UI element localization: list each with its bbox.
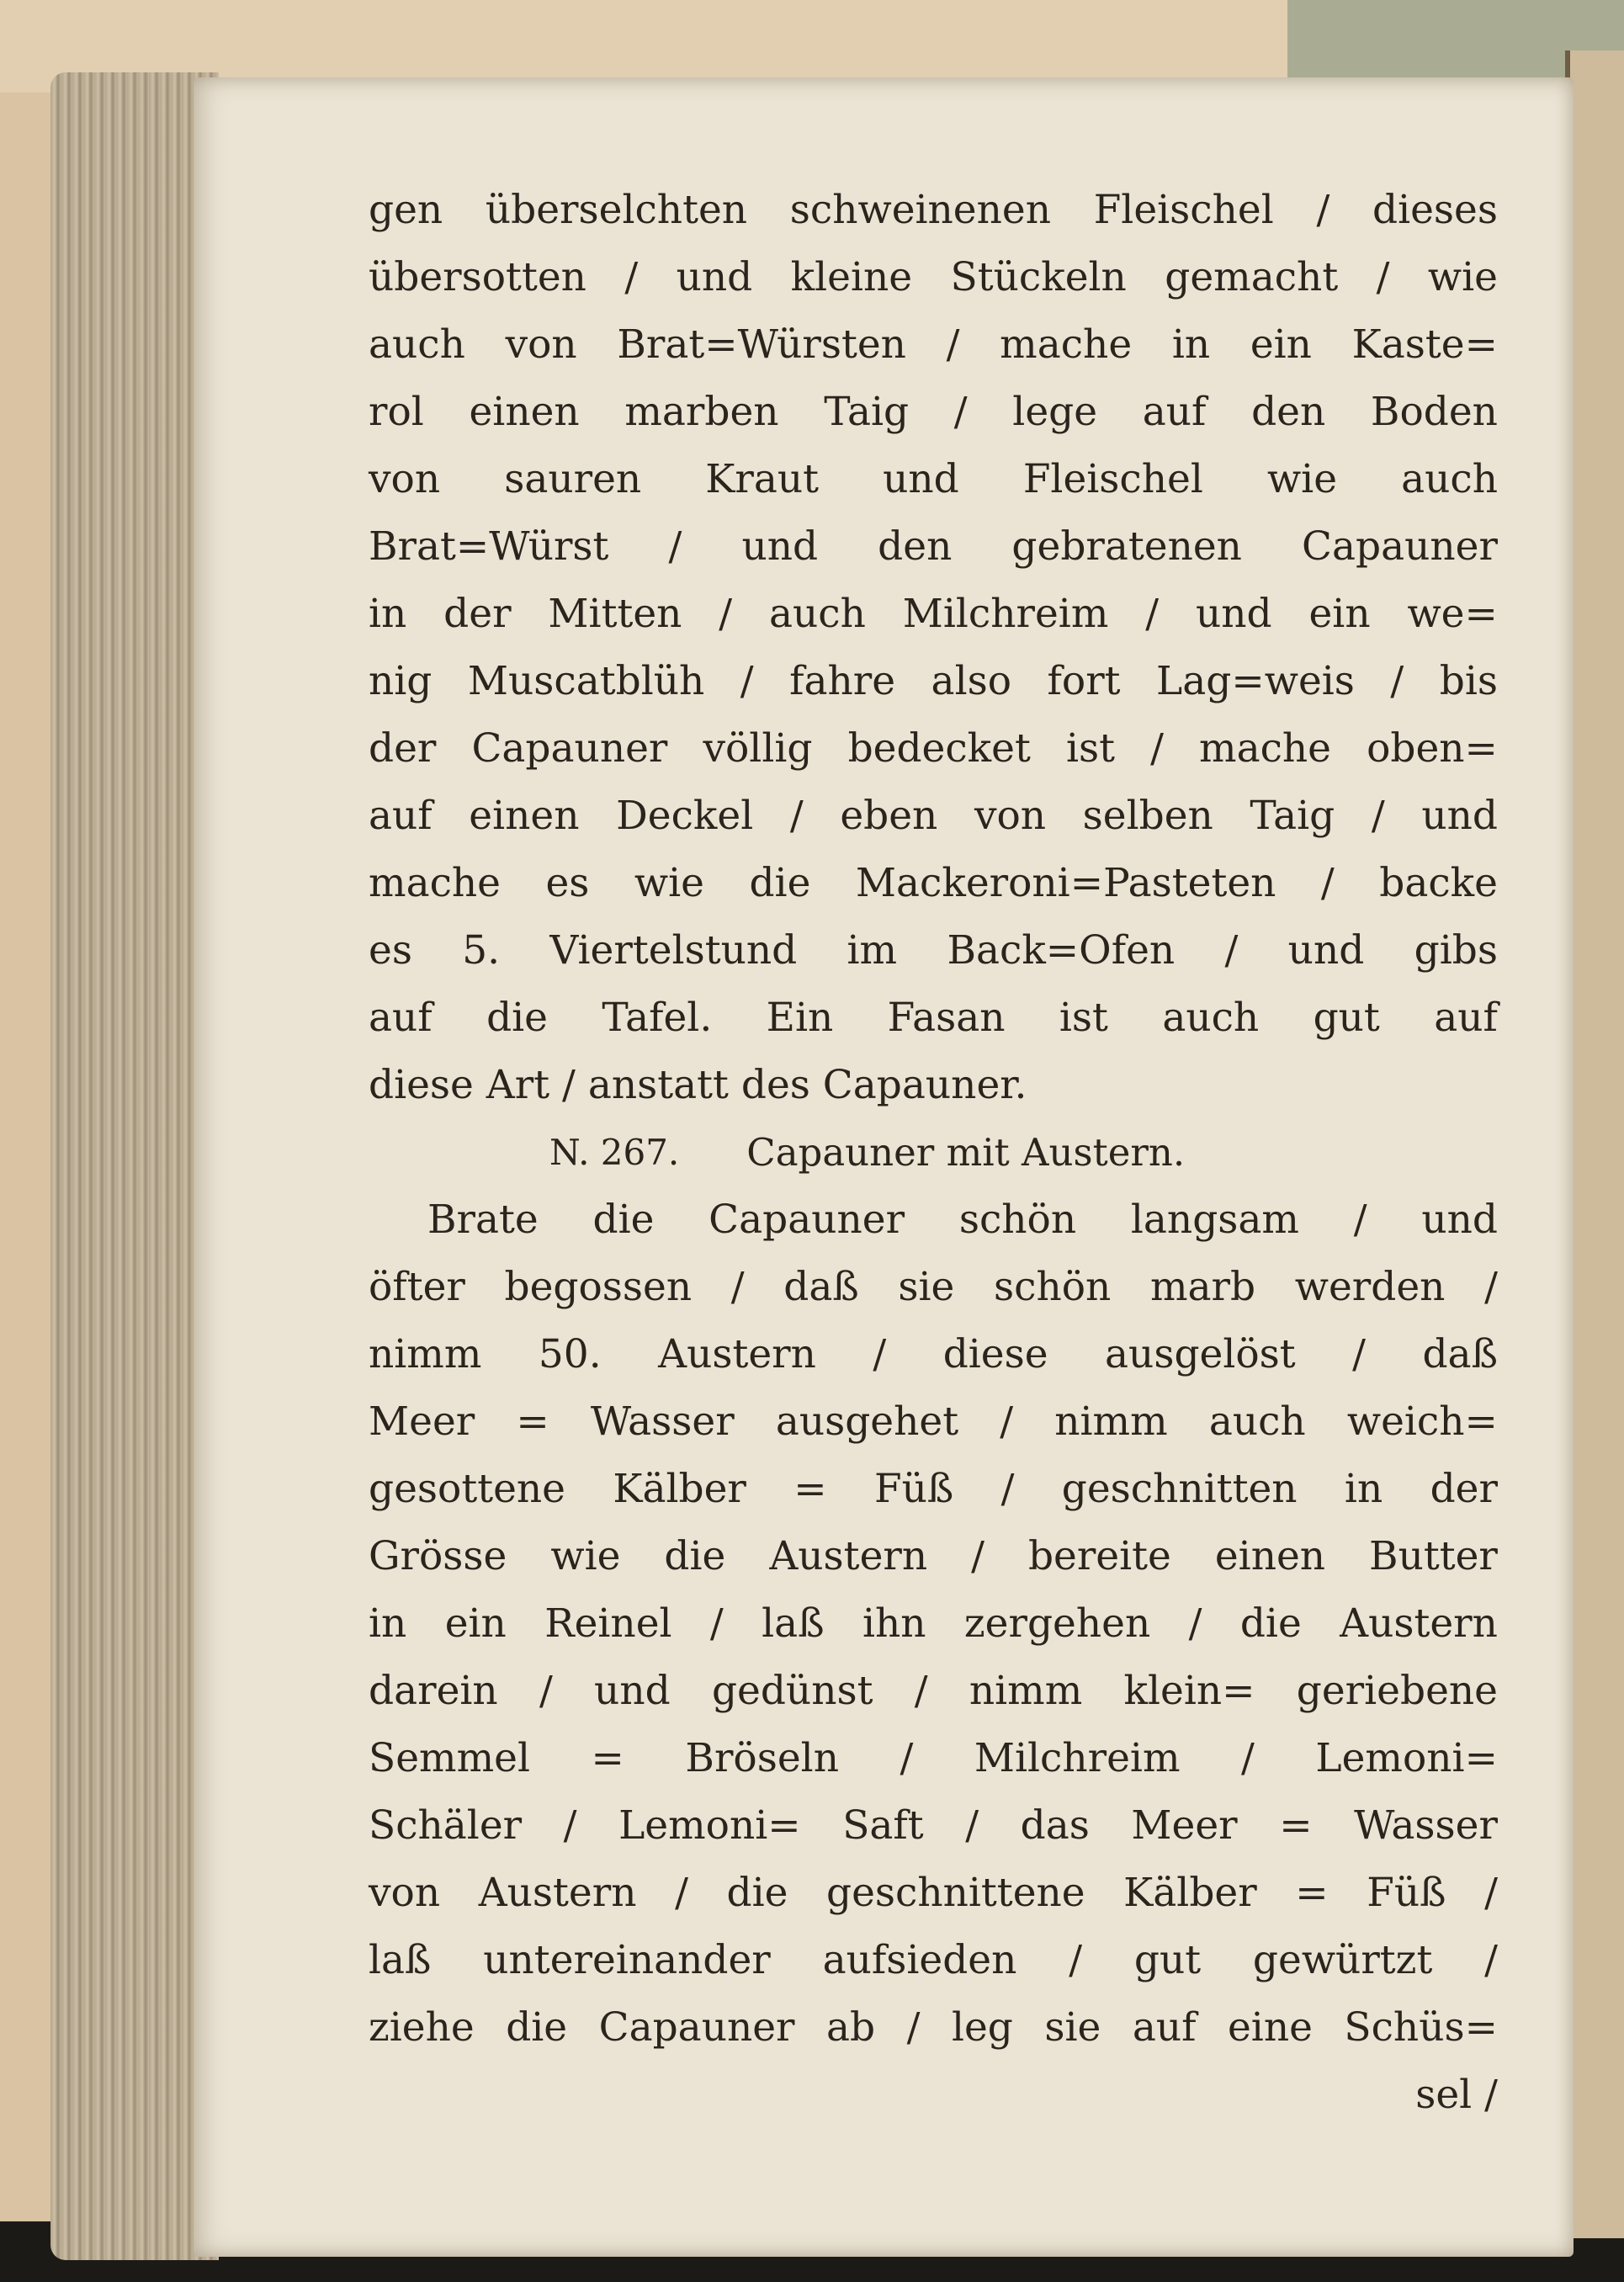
word: Taig bbox=[1250, 793, 1335, 839]
text-line bbox=[369, 311, 1498, 379]
word: Butter bbox=[1369, 1533, 1498, 1579]
word: Wasser bbox=[590, 1398, 735, 1445]
word: ist bbox=[1065, 725, 1115, 772]
text-line bbox=[369, 783, 1498, 850]
word: bedecket bbox=[847, 725, 1031, 772]
text-line bbox=[369, 715, 1498, 783]
text-line bbox=[369, 1658, 1498, 1725]
word: und bbox=[1421, 793, 1498, 839]
word: gebratenen bbox=[1011, 523, 1242, 570]
text-line bbox=[369, 850, 1498, 917]
recipe-number: N. 267. bbox=[549, 1132, 680, 1173]
facing-page-edge bbox=[1565, 50, 1624, 2238]
word: ihn bbox=[862, 1600, 926, 1647]
word: in bbox=[369, 1600, 407, 1647]
word: untereinander bbox=[483, 1937, 771, 1983]
word: / bbox=[1241, 1735, 1255, 1781]
word: nimm bbox=[369, 1331, 482, 1377]
word: = bbox=[591, 1735, 624, 1781]
word: Fasan bbox=[887, 995, 1006, 1041]
word: auf bbox=[369, 793, 433, 839]
word: Viertelstund bbox=[549, 927, 798, 974]
word: ziehe bbox=[369, 2004, 475, 2051]
word: den bbox=[1251, 389, 1326, 435]
text-line bbox=[369, 1725, 1498, 1792]
word: Capauner bbox=[709, 1197, 905, 1243]
word: Schüs= bbox=[1344, 2004, 1498, 2051]
word: darein bbox=[369, 1668, 498, 1714]
word: rol bbox=[369, 389, 424, 435]
word: wie bbox=[1266, 456, 1338, 502]
word: und bbox=[741, 523, 819, 570]
word: Capauner bbox=[1302, 523, 1498, 570]
word: Stückeln bbox=[950, 254, 1127, 300]
word: sie bbox=[898, 1264, 955, 1310]
recipe-title: Capauner mit Austern. bbox=[746, 1130, 1186, 1175]
word: / bbox=[1484, 1870, 1498, 1916]
text-line bbox=[369, 1388, 1498, 1456]
word: / bbox=[953, 389, 968, 435]
word: Semmel bbox=[369, 1735, 530, 1781]
catchword: sel / bbox=[1415, 2072, 1498, 2118]
word: nimm bbox=[1054, 1398, 1168, 1445]
word: von bbox=[369, 1870, 441, 1916]
word: marb bbox=[1149, 1264, 1256, 1310]
word: / bbox=[1484, 1937, 1498, 1983]
word: die bbox=[664, 1533, 726, 1579]
word: Milchreim bbox=[974, 1735, 1181, 1781]
word: Mitten bbox=[548, 591, 682, 637]
word: geriebene bbox=[1296, 1668, 1498, 1714]
text-line bbox=[369, 648, 1498, 715]
word: aufsieden bbox=[822, 1937, 1017, 1983]
word: Bröseln bbox=[685, 1735, 839, 1781]
word: Fleischel bbox=[1093, 187, 1274, 233]
word: bis bbox=[1439, 658, 1498, 704]
word: Ein bbox=[766, 995, 834, 1041]
word: Brat=Würst bbox=[369, 523, 609, 570]
text-line bbox=[369, 1523, 1498, 1590]
word: von bbox=[369, 456, 441, 502]
text-line bbox=[369, 1456, 1498, 1523]
word: Austern bbox=[769, 1533, 928, 1579]
word: eben bbox=[840, 793, 938, 839]
word: schön bbox=[994, 1264, 1112, 1310]
word: Austern bbox=[478, 1870, 637, 1916]
recipe-heading bbox=[369, 1119, 1498, 1186]
word: einen bbox=[1214, 1533, 1326, 1579]
word: nig bbox=[369, 658, 433, 704]
word: klein= bbox=[1123, 1668, 1255, 1714]
word: = bbox=[1295, 1870, 1329, 1916]
word: / bbox=[906, 2004, 921, 2051]
word: überselchten bbox=[485, 187, 748, 233]
word: ein bbox=[1250, 321, 1312, 368]
word: weich= bbox=[1346, 1398, 1498, 1445]
word: schweinenen bbox=[789, 187, 1051, 233]
word: und bbox=[1421, 1197, 1498, 1243]
word: gut bbox=[1133, 1937, 1202, 1983]
word: in bbox=[1171, 321, 1211, 368]
word: Füß bbox=[1367, 1870, 1446, 1916]
text-line bbox=[369, 984, 1498, 1052]
word: selben bbox=[1082, 793, 1213, 839]
word: die bbox=[749, 860, 811, 906]
word: Capauner bbox=[598, 2004, 795, 2051]
text-line bbox=[369, 917, 1498, 984]
word: ist bbox=[1059, 995, 1108, 1041]
word: es bbox=[545, 860, 590, 906]
word: / bbox=[900, 1735, 914, 1781]
page-text bbox=[369, 177, 1498, 2129]
word: einen bbox=[469, 389, 580, 435]
word: öfter bbox=[369, 1264, 465, 1310]
word: wie bbox=[1427, 254, 1498, 300]
word: ausgehet bbox=[775, 1398, 959, 1445]
word: / bbox=[1188, 1600, 1202, 1647]
word: ein bbox=[444, 1600, 507, 1647]
text-line bbox=[369, 177, 1498, 244]
word: ein bbox=[1308, 591, 1371, 637]
word: Füß bbox=[873, 1466, 954, 1512]
word: auch bbox=[1401, 456, 1498, 502]
word: das bbox=[1020, 1802, 1090, 1849]
word: Reinel bbox=[544, 1600, 672, 1647]
word: / bbox=[624, 254, 639, 300]
word: auch bbox=[1208, 1398, 1306, 1445]
word: laß bbox=[369, 1937, 432, 1983]
word: oben= bbox=[1367, 725, 1498, 772]
text-line bbox=[369, 1860, 1498, 1927]
word: gut bbox=[1313, 995, 1380, 1041]
word: 50. bbox=[538, 1331, 602, 1377]
word: also bbox=[931, 658, 1012, 704]
word: Saft bbox=[842, 1802, 924, 1849]
word: mache bbox=[369, 860, 501, 906]
word: sauren bbox=[504, 456, 642, 502]
word: / bbox=[1353, 1197, 1367, 1243]
word: fahre bbox=[789, 658, 896, 704]
word: / bbox=[1145, 591, 1160, 637]
word: / bbox=[873, 1331, 887, 1377]
word: langsam bbox=[1130, 1197, 1299, 1243]
word: / bbox=[675, 1870, 688, 1916]
word: backe bbox=[1379, 860, 1498, 906]
word: Brat=Würsten bbox=[617, 321, 906, 368]
word: kleine bbox=[790, 254, 913, 300]
word: Tafel. bbox=[602, 995, 713, 1041]
word: gedünst bbox=[711, 1668, 873, 1714]
word: Wasser bbox=[1354, 1802, 1498, 1849]
word: dieses bbox=[1372, 187, 1498, 233]
word: Taig bbox=[824, 389, 910, 435]
word: auf bbox=[1434, 995, 1498, 1041]
word: Kraut bbox=[705, 456, 820, 502]
word: / bbox=[1484, 1264, 1498, 1310]
word: Kälber bbox=[613, 1466, 746, 1512]
word: / bbox=[1150, 725, 1164, 772]
word: = bbox=[1279, 1802, 1313, 1849]
word: / bbox=[740, 658, 754, 704]
word: übersotten bbox=[369, 254, 586, 300]
word: / bbox=[1316, 187, 1330, 233]
word: / bbox=[709, 1600, 724, 1647]
word: auch bbox=[768, 591, 866, 637]
word: in bbox=[369, 591, 407, 637]
word: / bbox=[1224, 927, 1239, 974]
word: eine bbox=[1227, 2004, 1313, 2051]
word: / bbox=[719, 591, 733, 637]
word: Schäler bbox=[369, 1802, 523, 1849]
word: Lemoni= bbox=[618, 1802, 801, 1849]
word: der bbox=[369, 725, 437, 772]
text-line bbox=[369, 1254, 1498, 1321]
word: mache bbox=[1199, 725, 1331, 772]
word: gewürtzt bbox=[1252, 1937, 1433, 1983]
word: es bbox=[369, 927, 412, 974]
word: Kälber bbox=[1123, 1870, 1257, 1916]
word: wie bbox=[634, 860, 704, 906]
word: ausgelöst bbox=[1105, 1331, 1296, 1377]
word: / bbox=[1000, 1466, 1015, 1512]
word: / bbox=[539, 1668, 553, 1714]
word: Fleischel bbox=[1022, 456, 1203, 502]
word: der bbox=[443, 591, 512, 637]
word: / bbox=[789, 793, 804, 839]
text-line bbox=[369, 1590, 1498, 1658]
word: / bbox=[1371, 793, 1385, 839]
word: mache bbox=[1000, 321, 1133, 368]
word: geschnitten bbox=[1061, 1466, 1298, 1512]
word: / bbox=[1320, 860, 1335, 906]
word: Back=Ofen bbox=[947, 927, 1176, 974]
word: Grösse bbox=[369, 1533, 507, 1579]
word: we= bbox=[1407, 591, 1498, 637]
word: den bbox=[878, 523, 953, 570]
word: geschnittene bbox=[826, 1870, 1085, 1916]
word: / bbox=[1376, 254, 1390, 300]
word: auf bbox=[1142, 389, 1207, 435]
word: Boden bbox=[1370, 389, 1498, 435]
word: Lemoni= bbox=[1315, 1735, 1498, 1781]
word: auch bbox=[1162, 995, 1260, 1041]
text-line bbox=[369, 1927, 1498, 1994]
word: bereite bbox=[1027, 1533, 1171, 1579]
word: Meer bbox=[369, 1398, 475, 1445]
word: gesottene bbox=[369, 1466, 565, 1512]
word: auf bbox=[1132, 2004, 1197, 2051]
word: die bbox=[726, 1870, 788, 1916]
word: / bbox=[965, 1802, 979, 1849]
word: die bbox=[506, 2004, 568, 2051]
word: leg bbox=[951, 2004, 1013, 2051]
text-line: diese Art / anstatt des Capauner. bbox=[369, 1062, 1027, 1108]
word: von bbox=[974, 793, 1047, 839]
word: gen bbox=[369, 187, 443, 233]
word: werden bbox=[1294, 1264, 1446, 1310]
word: Austern bbox=[1340, 1600, 1498, 1647]
word: / bbox=[946, 321, 960, 368]
word: Milchreim bbox=[902, 591, 1109, 637]
word: nimm bbox=[969, 1668, 1083, 1714]
word: / bbox=[1352, 1331, 1366, 1377]
word: daß bbox=[783, 1264, 859, 1310]
word: und bbox=[883, 456, 959, 502]
word: von bbox=[505, 321, 577, 368]
word: und bbox=[676, 254, 753, 300]
word: / bbox=[1390, 658, 1404, 704]
word: die bbox=[486, 995, 548, 1041]
text-line bbox=[369, 446, 1498, 513]
word: die bbox=[1239, 1600, 1302, 1647]
word: und bbox=[1287, 927, 1365, 974]
word: die bbox=[592, 1197, 655, 1243]
word: = bbox=[516, 1398, 549, 1445]
word: der bbox=[1430, 1466, 1498, 1512]
word: Kaste= bbox=[1351, 321, 1498, 368]
text-line bbox=[369, 1186, 1498, 1254]
text-line bbox=[369, 581, 1498, 648]
word: gemacht bbox=[1165, 254, 1339, 300]
word: fort bbox=[1047, 658, 1121, 704]
word: schön bbox=[958, 1197, 1077, 1243]
word: laß bbox=[762, 1600, 825, 1647]
text-line bbox=[369, 513, 1498, 581]
word: ab bbox=[826, 2004, 876, 2051]
word: Mackeroni=Pasteten bbox=[855, 860, 1276, 906]
word: Muscatblüh bbox=[467, 658, 705, 704]
word: diese bbox=[942, 1331, 1048, 1377]
word: Capauner bbox=[471, 725, 668, 772]
word: und bbox=[594, 1668, 671, 1714]
word: auf bbox=[369, 995, 433, 1041]
word: sie bbox=[1044, 2004, 1101, 2051]
word: / bbox=[914, 1668, 928, 1714]
word: / bbox=[971, 1533, 984, 1579]
word: gibs bbox=[1414, 927, 1498, 974]
word: in bbox=[1344, 1466, 1383, 1512]
word: Austern bbox=[658, 1331, 816, 1377]
word: / bbox=[730, 1264, 745, 1310]
word: völlig bbox=[703, 725, 813, 772]
word: Meer bbox=[1131, 1802, 1238, 1849]
text-line bbox=[369, 1321, 1498, 1388]
word: zergehen bbox=[963, 1600, 1151, 1647]
word: Deckel bbox=[616, 793, 754, 839]
word: im bbox=[846, 927, 898, 974]
word: Brate bbox=[427, 1197, 539, 1243]
word: daß bbox=[1422, 1331, 1498, 1377]
text-line bbox=[369, 1994, 1498, 2062]
word: 5. bbox=[462, 927, 501, 974]
word: = bbox=[793, 1466, 827, 1512]
word: lege bbox=[1012, 389, 1098, 435]
word: / bbox=[563, 1802, 577, 1849]
word: Lag=weis bbox=[1156, 658, 1355, 704]
word: auch bbox=[369, 321, 465, 368]
word: / bbox=[1069, 1937, 1083, 1983]
text-line bbox=[369, 1792, 1498, 1860]
text-line bbox=[369, 379, 1498, 446]
word: / bbox=[668, 523, 682, 570]
word: marben bbox=[624, 389, 779, 435]
word: wie bbox=[550, 1533, 621, 1579]
word: begossen bbox=[504, 1264, 693, 1310]
text-line bbox=[369, 244, 1498, 311]
word: / bbox=[1000, 1398, 1014, 1445]
word: einen bbox=[469, 793, 580, 839]
word: und bbox=[1195, 591, 1272, 637]
